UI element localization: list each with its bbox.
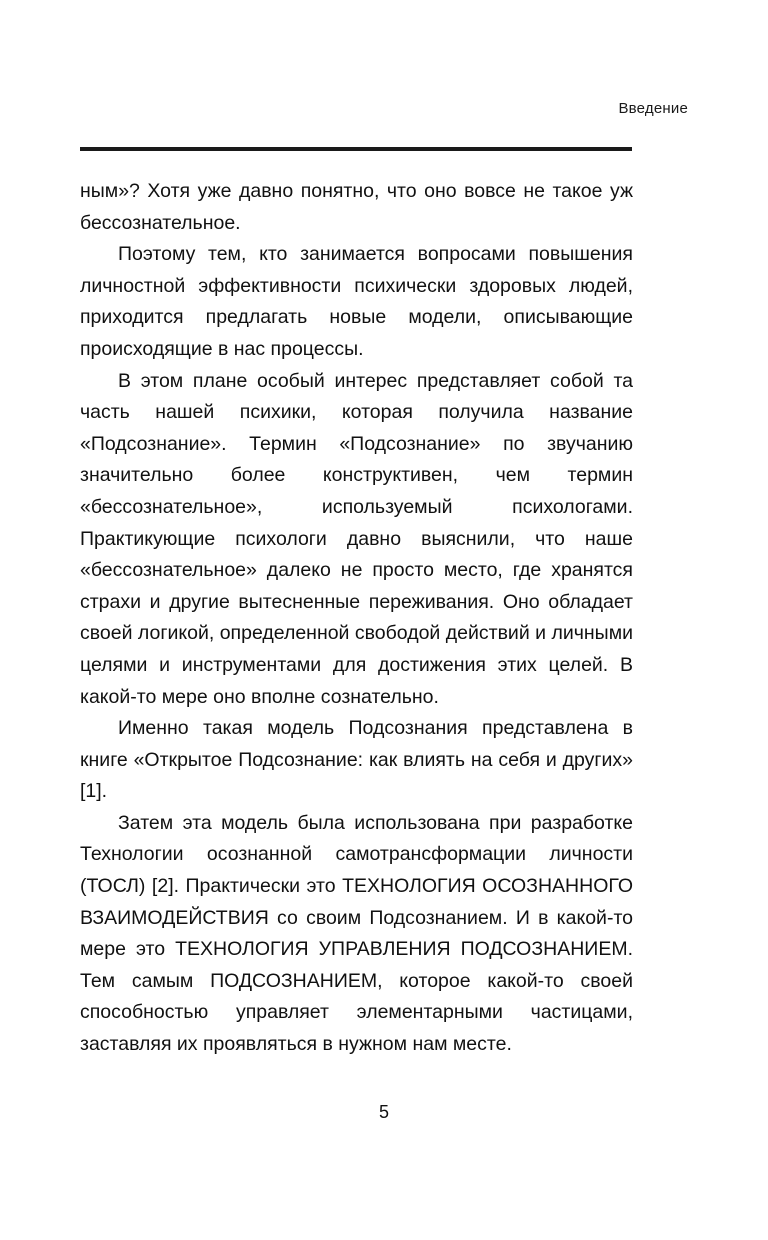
header-rule <box>80 147 632 151</box>
page-body <box>80 176 633 1061</box>
paragraph: Поэтому тем, кто занимается вопросами повышения личностной эффективности психически здоровых людей, приходится предлагать новые модели, описывающие происходящие в нас процессы. <box>80 243 633 360</box>
page-number: 5 <box>378 1102 389 1122</box>
running-head: Введение <box>618 100 688 117</box>
paragraph: В этом плане особый интерес представляет собой та часть нашей психики, которая получила название «Подсознание». Термин «Подсознание» по звучанию значительно более конструктивен, чем термин «бессознательное», используемый психологами. Практикующие психологи давно выяснили, что наше «бессознательное» далеко не просто место, где хранятся страхи и другие вытесненные переживания. Оно обладает своей логикой, определенной свободой действий и личными целями и инструментами для достижения этих целей. В какой-то мере оно вполне сознательно. <box>80 369 633 708</box>
paragraph: Именно такая модель Подсознания представлена в книге «Открытое Подсознание: как влиять на себя и других» [1]. <box>80 717 633 803</box>
paragraph: ным»? Хотя уже давно понятно, что оно вовсе не такое уж бессознательное. <box>80 180 633 234</box>
paragraph: Затем эта модель была использована при разработке Технологии осознанной самотрансформации личности (ТОСЛ) [2]. Практически это ТЕХНОЛОГИЯ ОСОЗНАННОГО ВЗАИМОДЕЙСТВИЯ со своим Подсознанием. И в какой-то мере это ТЕХНОЛОГИЯ УПРАВЛЕНИЯ ПОДСОЗНАНИЕМ. Тем самым ПОДСОЗНАНИЕМ, которое какой-то своей способностью управляет элементарными частицами, заставляя их проявляться в нужном нам месте. <box>80 811 633 1056</box>
